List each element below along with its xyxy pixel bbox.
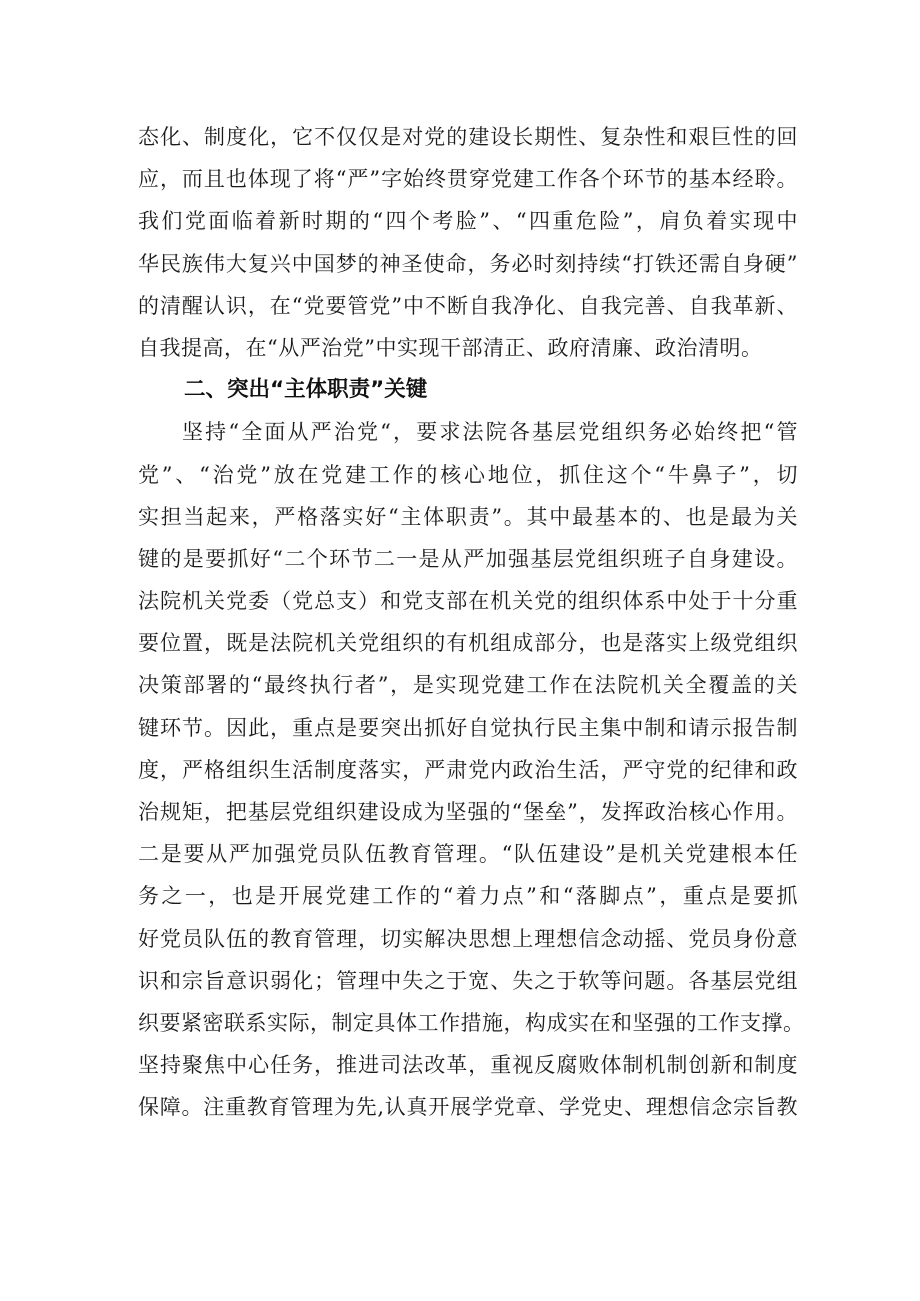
text-line: 应，而且也体现了将“严”字始终贯穿党建工作各个环节的基本经聆。 (138, 167, 798, 192)
paragraph-2 (138, 411, 805, 1128)
text-line: 法院机关党委（党总支）和党支部在机关党的组织体系中处于十分重 (138, 589, 798, 614)
text-line: 要位置，既是法院机关党组织的有机组成部分，也是落实上级党组织 (138, 631, 798, 656)
text-line: 的清醒认识，在“党要管党”中不断自我净化、自我完善、自我革新、 (138, 293, 798, 318)
text-line: 好党员队伍的教育管理，切实解决思想上理想信念动摇、党员身份意 (138, 926, 798, 951)
text-line: 键的是要抓好“二个环节二一是从严加强基层党组织班子自身建设。 (138, 546, 798, 571)
text-line: 华民族伟大复兴中国梦的神圣使命，务必时刻持续“打铁还需自身硬” (138, 251, 798, 276)
text-line: 党”、“治党”放在党建工作的核心地位，抓住这个“牛鼻子”，切 (138, 462, 798, 487)
text-line: 态化、制度化，它不仅仅是对党的建设长期性、复杂性和艰巨性的回 (138, 125, 798, 149)
text-line: 识和宗旨意识弱化；管理中失之于宽、失之于软等问题。各基层党组 (138, 968, 798, 993)
text-line: 治规矩，把基层党组织建设成为坚强的“堡垒”，发挥政治核心作用。 (138, 800, 798, 824)
text-line: 务之一，也是开展党建工作的“着力点”和“落脚点”，重点是要抓 (138, 884, 798, 909)
text-line: 自我提高，在“从严治党”中实现干部清正、政府清廉、政治清明。 (138, 335, 763, 360)
text-line: 二是要从严加强党员队伍教育管理。“队伍建设”是机关党建根本任 (138, 842, 798, 867)
text-line: 决策部署的“最终执行者”，是实现党建工作在法院机关全覆盖的关 (138, 673, 798, 698)
text-line: 织要紧密联系实际，制定具体工作措施，构成实在和坚强的工作支撑。 (138, 1010, 805, 1035)
text-line: 实担当起来，严格落实好“主体职责”。其中最基本的、也是最为关 (138, 504, 798, 529)
text-line: 键环节。因此，重点是要突出抓好自觉执行民主集中制和请示报告制 (138, 715, 798, 740)
text-line: 度，严格组织生活制度落实，严肃党内政治生活，严守党的纪律和政 (138, 757, 798, 782)
document-page (138, 116, 805, 1129)
paragraph-1 (138, 116, 798, 369)
text-line: 保障。注重教育管理为先,认真开展学党章、学党史、理想信念宗旨教 (138, 1095, 798, 1120)
section-heading: 二、突出“主体职责”关键 (184, 377, 428, 403)
text-line: 坚持聚焦中心任务，推进司法改革，重视反腐败体制机制创新和制度 (138, 1053, 798, 1078)
text-line: 坚持“全面从严治党“，要求法院各基层党组织务必始终把“管 (182, 420, 798, 445)
text-line: 我们党面临着新时期的“四个考脸”、“四重危险”，肩负着实现中 (138, 209, 798, 234)
